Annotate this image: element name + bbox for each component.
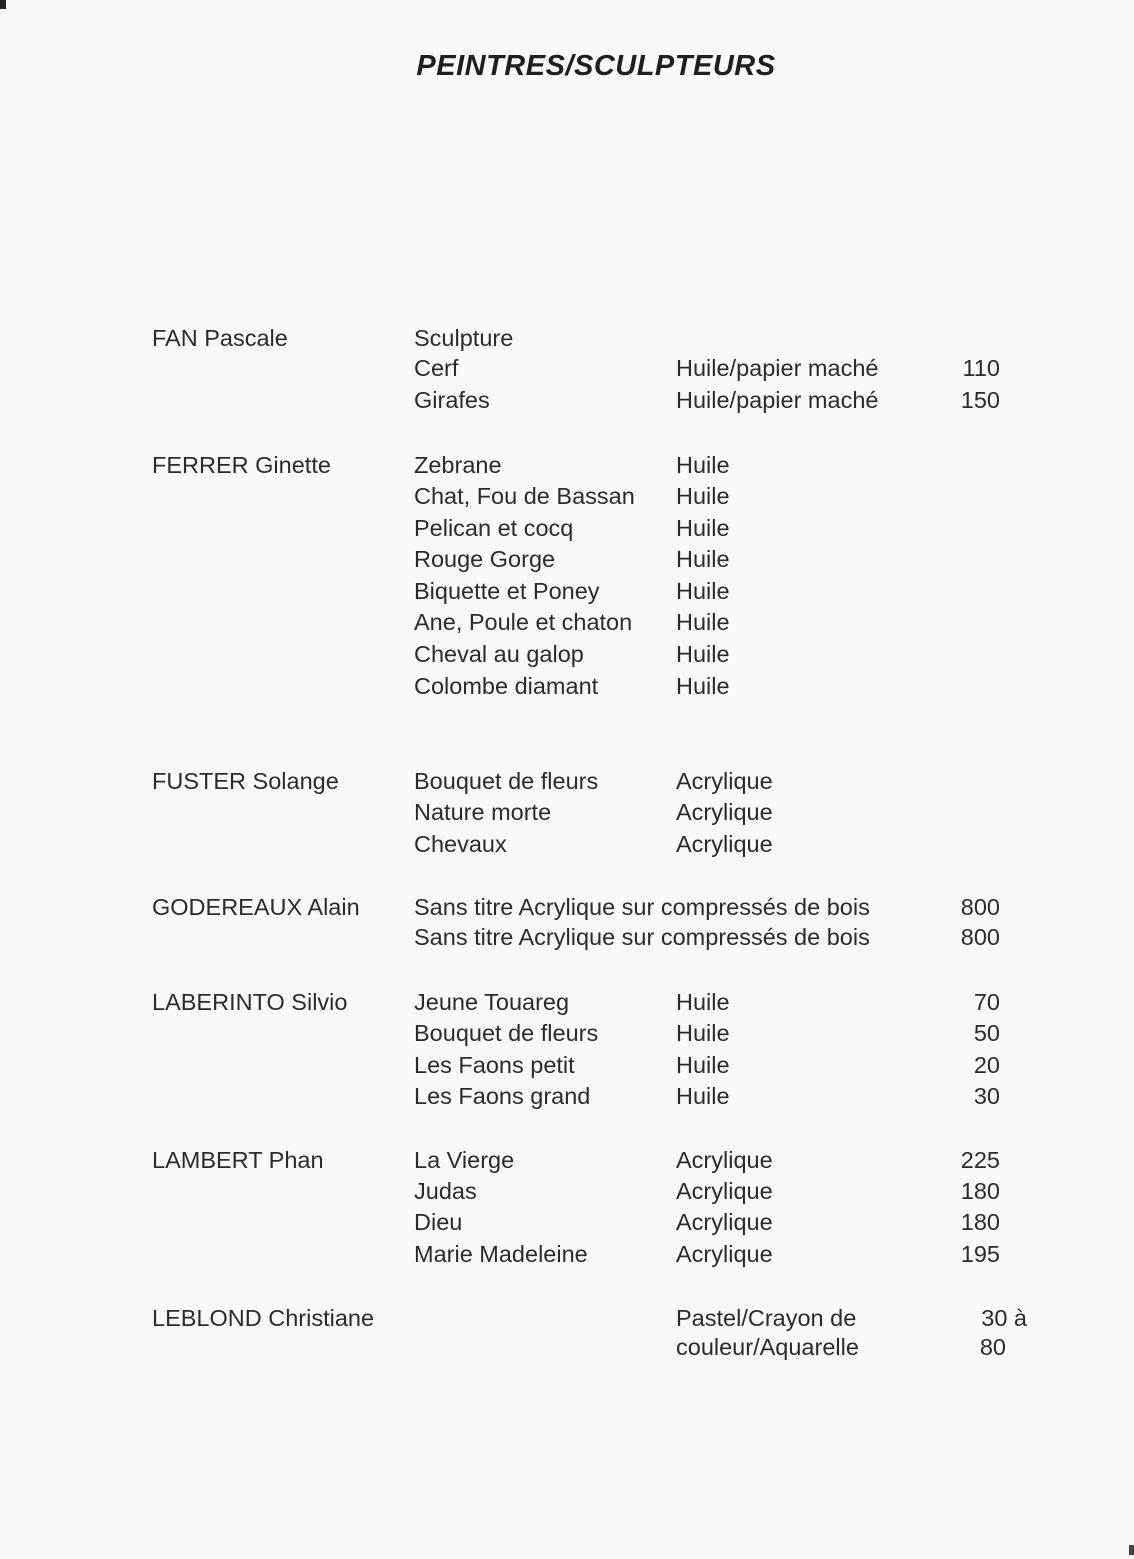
work-title: Ane, Poule et chaton [414,609,633,635]
artist-name: LAMBERT Phan [152,1147,324,1173]
work-medium: Pastel/Crayon de [676,1305,857,1331]
work-title: Nature morte [414,799,552,825]
work-price: 50 [973,1020,1000,1046]
work-price: 800 [960,894,1000,920]
work-price: 225 [960,1147,1000,1173]
work-title: Sans titre Acrylique sur compressés de bois [414,924,870,950]
artist-name: GODEREAUX Alain [152,894,360,920]
catalog-row [0,384,1134,416]
work-title: Rouge Gorge [414,546,556,572]
work-title: Les Faons grand [414,1083,591,1109]
catalog-row [0,606,1134,638]
work-price: 150 [960,387,1000,413]
work-title: Chevaux [414,831,507,857]
catalog-row [0,796,1134,828]
work-medium: Acrylique [676,1147,773,1173]
page-title: PEINTRES/SCULPTEURS [416,50,776,82]
catalog-row [0,1144,1134,1176]
work-medium: Huile/papier maché [676,355,879,381]
catalog-row [0,1017,1134,1049]
work-title: La Vierge [414,1147,515,1173]
work-title: Girafes [414,387,490,413]
work-price: 180 [960,1209,1000,1235]
artist-name: FUSTER Solange [152,768,339,794]
catalog-row [0,1175,1134,1207]
work-price: 70 [973,989,1000,1015]
work-medium: Acrylique [676,831,773,857]
artist-name: LEBLOND Christiane [152,1305,375,1331]
work-price: 180 [960,1178,1000,1204]
work-medium: Acrylique [676,768,773,794]
catalog-row [0,1331,1134,1363]
artist-name: FAN Pascale [152,325,288,351]
catalog-row [0,765,1134,797]
work-medium: Huile [676,641,730,667]
work-medium: Huile [676,989,730,1015]
catalog-row [0,1206,1134,1238]
work-title: Sculpture [414,325,514,351]
work-title: Chat, Fou de Bassan [414,483,635,509]
work-title: Marie Madeleine [414,1241,588,1267]
work-title: Jeune Touareg [414,989,570,1015]
catalog-row [0,986,1134,1018]
work-medium: Huile [676,578,730,604]
catalog-row [0,1080,1134,1112]
work-medium: Huile [676,452,730,478]
work-title: Pelican et cocq [414,515,574,541]
work-medium: Acrylique [676,1241,773,1267]
catalog-row [0,512,1134,544]
work-medium: Huile [676,673,730,699]
work-medium: Huile [676,1052,730,1078]
work-title: Les Faons petit [414,1052,575,1078]
catalog-row [0,575,1134,607]
work-medium: Huile/papier maché [676,387,879,413]
work-title: Dieu [414,1209,463,1235]
work-price: 20 [973,1052,1000,1078]
scan-edge-mark [1129,1545,1134,1555]
catalog-row [0,828,1134,860]
work-medium: Huile [676,483,730,509]
work-title: Bouquet de fleurs [414,768,599,794]
catalog-row [0,1049,1134,1081]
work-medium: couleur/Aquarelle [676,1334,859,1360]
catalog-row [0,322,1134,354]
work-price: 195 [960,1241,1000,1267]
work-price: 30 à [981,1305,1027,1331]
catalog-row [0,1302,1134,1334]
catalog-row [0,449,1134,481]
catalog-row [0,480,1134,512]
work-title: Sans titre Acrylique sur compressés de bois [414,894,870,920]
work-price: 80 [979,1334,1006,1360]
work-price: 800 [960,924,1000,950]
catalog-row [0,891,1134,923]
work-title: Judas [414,1178,477,1204]
work-title: Cerf [414,355,459,381]
catalog-row [0,670,1134,702]
artist-name: FERRER Ginette [152,452,331,478]
scan-corner-mark [0,0,6,9]
work-title: Colombe diamant [414,673,599,699]
artist-name: LABERINTO Silvio [152,989,348,1015]
catalog-row [0,543,1134,575]
work-title: Cheval au galop [414,641,584,667]
work-medium: Huile [676,546,730,572]
work-medium: Huile [676,1083,730,1109]
catalog-row [0,352,1134,384]
work-medium: Acrylique [676,799,773,825]
work-price: 110 [962,355,1000,381]
work-medium: Huile [676,609,730,635]
catalog-row [0,638,1134,670]
work-medium: Huile [676,515,730,541]
work-price: 30 [973,1083,1000,1109]
work-title: Bouquet de fleurs [414,1020,599,1046]
work-title: Biquette et Poney [414,578,600,604]
catalog-row [0,1238,1134,1270]
work-title: Zebrane [414,452,502,478]
work-medium: Acrylique [676,1209,773,1235]
catalog-row [0,921,1134,953]
work-medium: Huile [676,1020,730,1046]
work-medium: Acrylique [676,1178,773,1204]
